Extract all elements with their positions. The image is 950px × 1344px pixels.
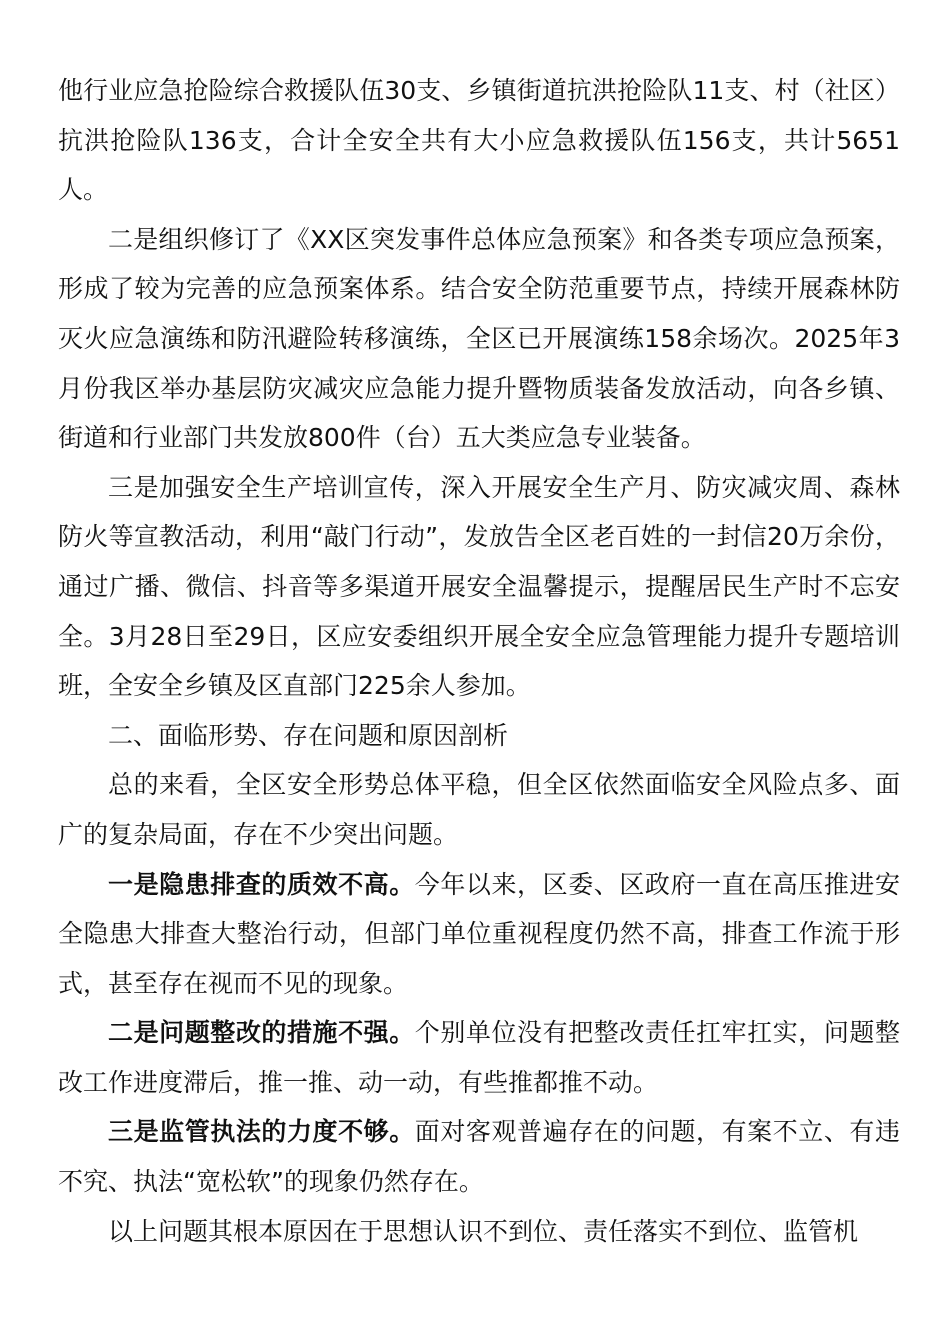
paragraph-text: 今年以来，区委、区政府一直在高压推进安全隐患大排查大整治行动，但部门单位重视程度仍然不高，排查工作流于形式，甚至存在视而不见的现象。 [58,869,900,998]
section-heading-text: 二、面临形势、存在问题和原因剖析 [108,720,509,750]
paragraph-bold-lead: 一是隐患排查的质效不高。 [108,869,415,899]
paragraph-text: 总的来看，全区安全形势总体平稳，但全区依然面临安全风险点多、面广的复杂局面，存在不少突出问题。 [58,770,900,849]
paragraph-text: 三是加强安全生产培训宣传，深入开展安全生产月、防灾减灾周、森林防火等宣教活动，利用“敲门行动”，发放告全区老百姓的一封信20万余份，通过广播、微信、抖音等多渠道开展安全温馨提示，提醒居民生产时不忘安全。3月28日至29日，区应安委组织开展全安全应急管理能力提升专题培训班，全安全乡镇及区直部门225余人参加。 [58,472,900,701]
paragraph-bold-lead: 三是监管执法的力度不够。 [108,1117,415,1147]
paragraph-problem-enforcement [58,1107,900,1206]
section-heading-problems [58,711,900,761]
paragraph-training-publicity [58,463,900,711]
paragraph-overall-situation [58,760,900,859]
paragraph-rescue-teams [58,66,900,215]
paragraph-text: 面对客观普遍存在的问题，有案不立、有违不究、执法“宽松软”的现象仍然存在。 [58,1117,900,1197]
paragraph-root-causes [58,1207,900,1257]
paragraph-text: 个别单位没有把整改责任扛牢扛实，问题整改工作进度滞后，推一推、动一动，有些推都推不动。 [58,1018,900,1097]
paragraph-problem-rectification [58,1008,900,1107]
paragraph-bold-lead: 二是问题整改的措施不强。 [108,1018,415,1048]
paragraph-text: 他行业应急抢险综合救援队伍30支、乡镇街道抗洪抢险队11支、村（社区）抗洪抢险队136支，合计全安全共有大小应急救援队伍156支，共计5651人。 [58,76,900,205]
paragraph-text: 二是组织修订了《XX区突发事件总体应急预案》和各类专项应急预案，形成了较为完善的应急预案体系。结合安全防范重要节点，持续开展森林防灭火应急演练和防汛避险转移演练，全区已开展演练158余场次。2025年3月份我区举办基层防灾减灾应急能力提升暨物质装备发放活动，向各乡镇、街道和行业部门共发放800件（台）五大类应急专业装备。 [58,224,900,453]
document-page [58,66,900,1256]
paragraph-emergency-plans [58,215,900,463]
paragraph-text: 以上问题其根本原因在于思想认识不到位、责任落实不到位、监管机 [108,1216,859,1246]
paragraph-problem-hazard-inspection [58,860,900,1009]
